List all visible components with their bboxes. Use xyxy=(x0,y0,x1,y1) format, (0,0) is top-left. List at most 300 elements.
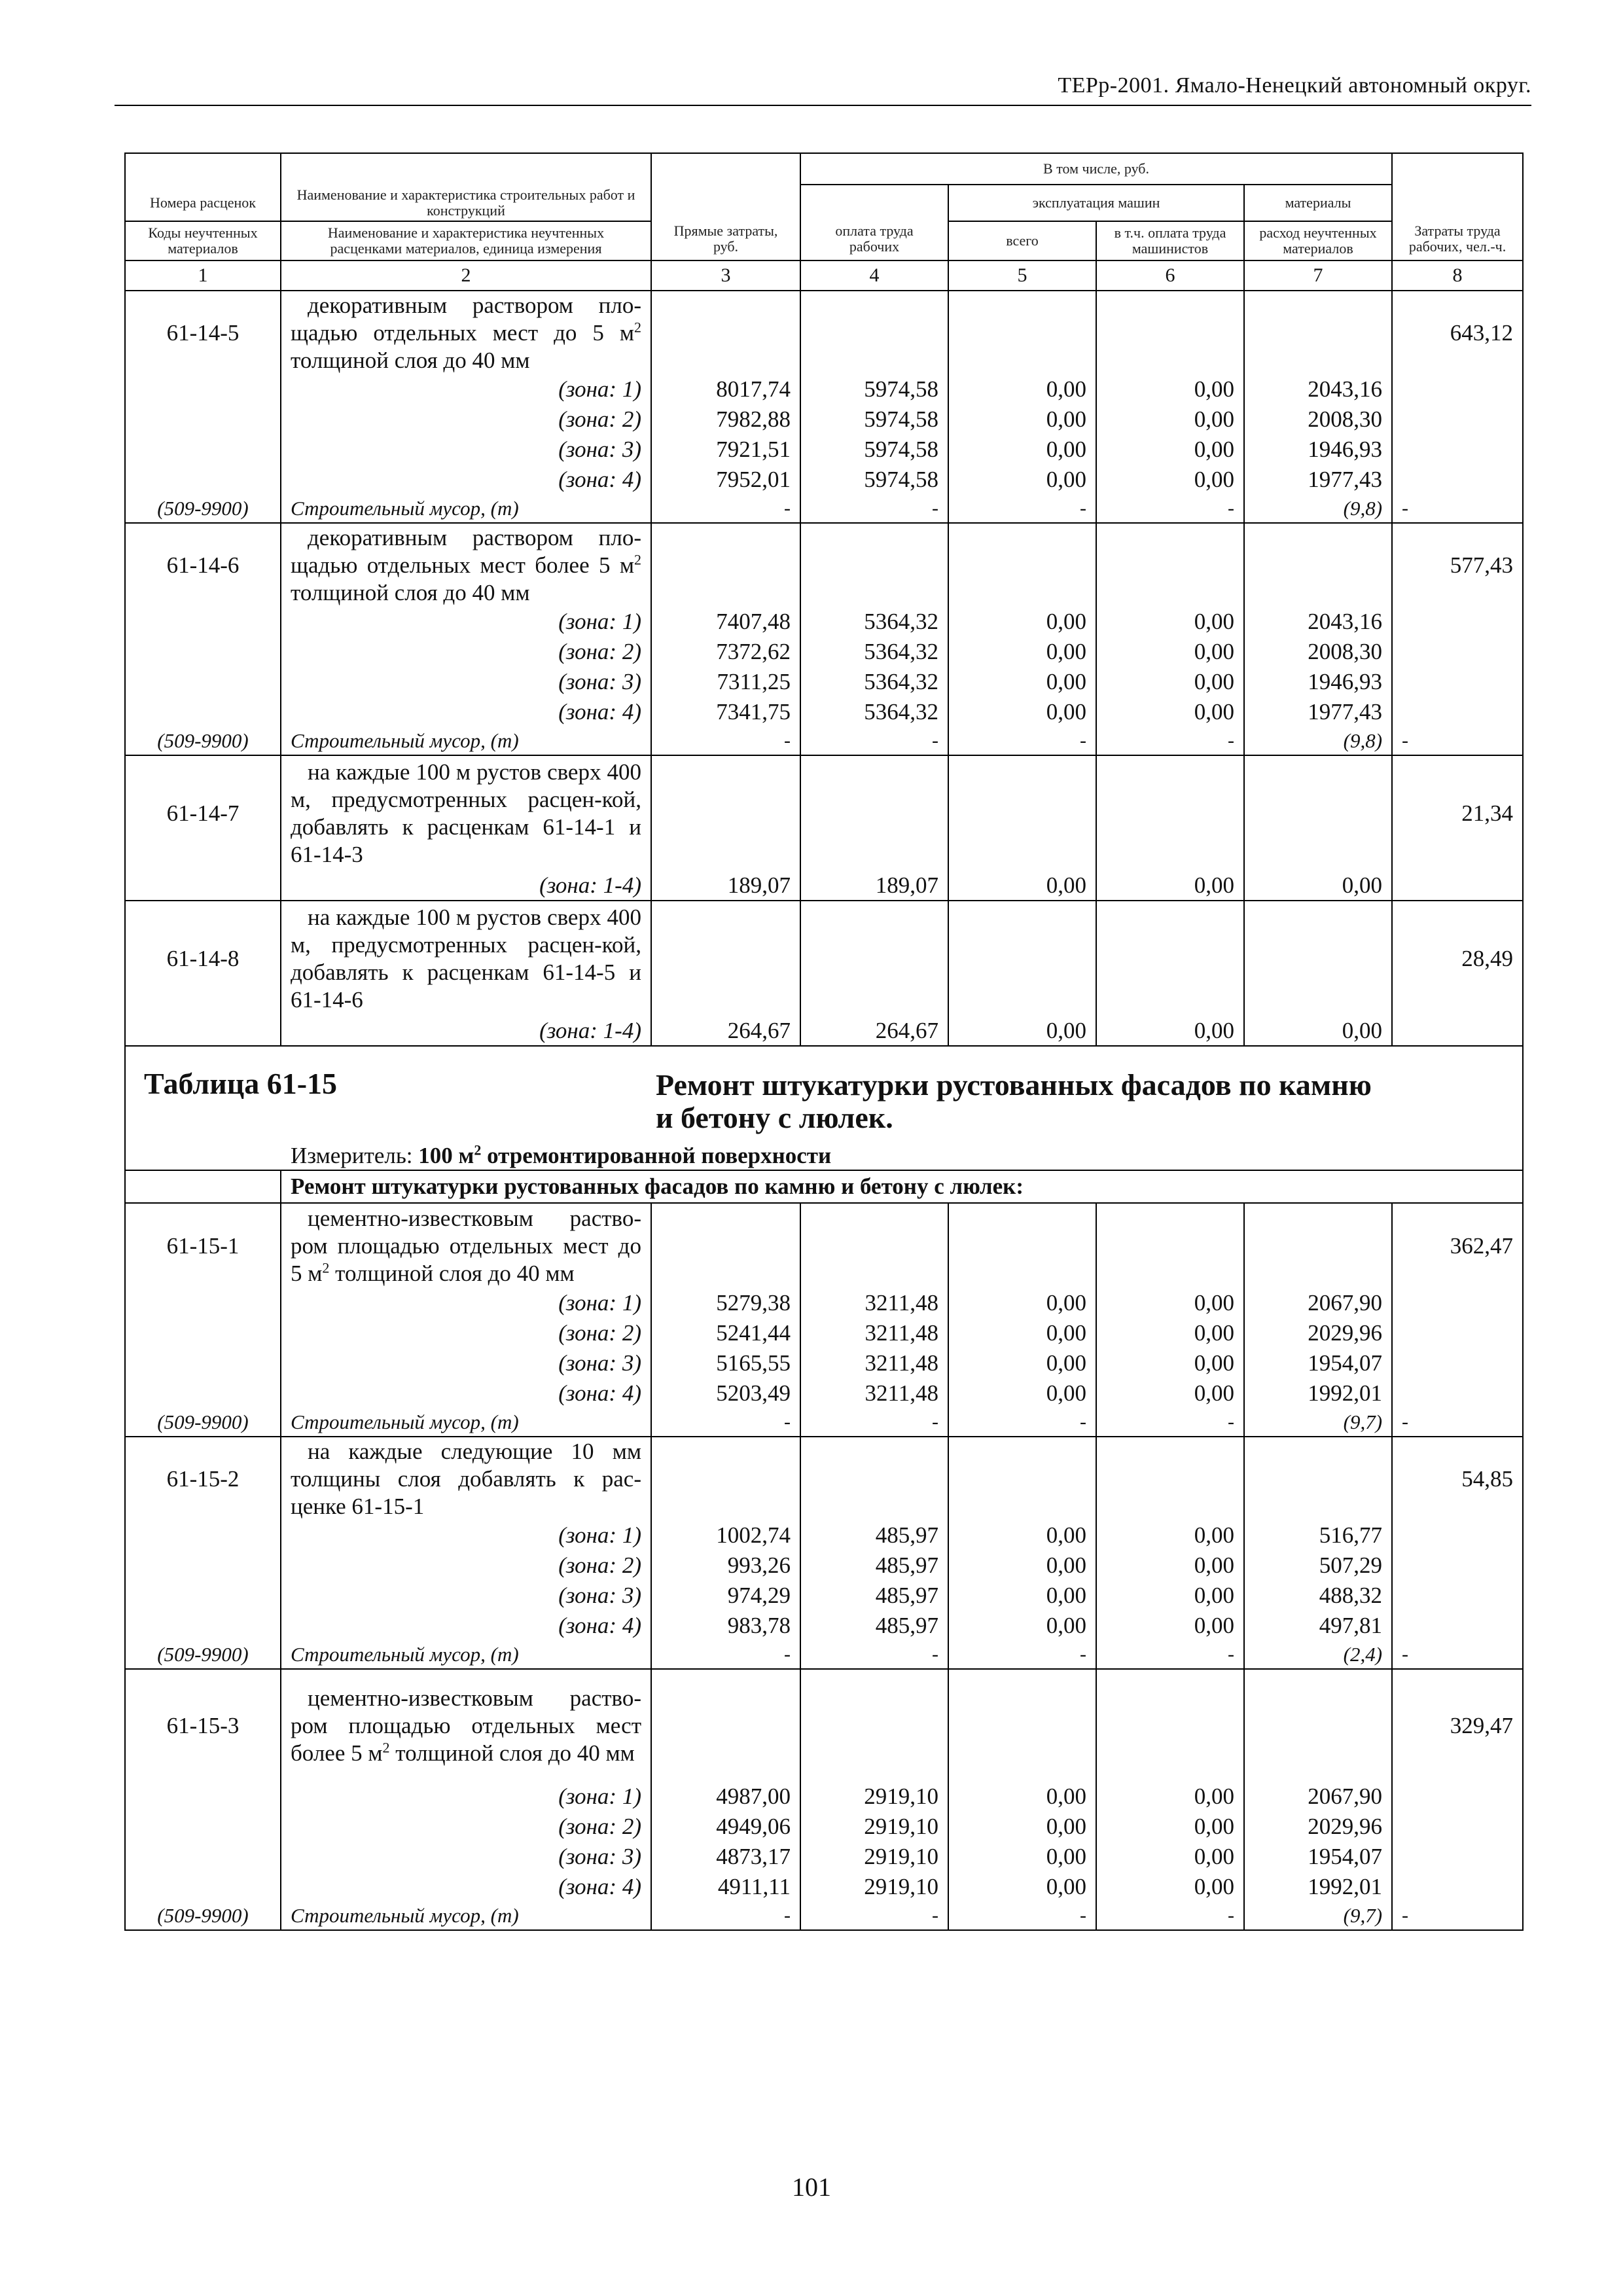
header-rule xyxy=(115,105,1531,106)
worker-wage: 3211,48 xyxy=(800,1348,948,1378)
material-quantity: (9,8) xyxy=(1244,495,1392,523)
dash-cell: - xyxy=(1392,1408,1523,1437)
empty-cell xyxy=(1244,1669,1392,1782)
desc-text: декоративным раствором пло-щадью отдельных мест более 5 м xyxy=(291,524,641,578)
dash-cell: - xyxy=(651,495,800,523)
materials-cost: 2029,96 xyxy=(1244,1812,1392,1842)
material-code: (509-9900) xyxy=(125,1408,281,1437)
machines-total: 0,00 xyxy=(948,667,1096,697)
empty-cell xyxy=(1392,435,1523,465)
hd-wage: оплата труда рабочих xyxy=(800,185,948,260)
zone-label: (зона: 2) xyxy=(281,1812,651,1842)
machinists-wage: 0,00 xyxy=(1096,1812,1244,1842)
machinists-wage: 0,00 xyxy=(1096,1016,1244,1046)
material-name: Строительный мусор, (т) xyxy=(281,1902,651,1930)
dash-cell: - xyxy=(1096,1641,1244,1669)
labor-costs: 577,43 xyxy=(1392,523,1523,607)
direct-costs: 5241,44 xyxy=(651,1318,800,1348)
material-row xyxy=(125,727,1523,755)
machines-total: 0,00 xyxy=(948,374,1096,404)
machinists-wage: 0,00 xyxy=(1096,667,1244,697)
zone-label: (зона: 1) xyxy=(281,1520,651,1551)
desc-sup: 2 xyxy=(382,1738,390,1755)
empty-cell xyxy=(948,1669,1096,1782)
empty-cell xyxy=(1392,404,1523,435)
machinists-wage: 0,00 xyxy=(1096,1520,1244,1551)
direct-costs: 4987,00 xyxy=(651,1782,800,1812)
dash-cell: - xyxy=(800,1641,948,1669)
empty-cell xyxy=(1096,755,1244,870)
material-quantity: (2,4) xyxy=(1244,1641,1392,1669)
dash-cell: - xyxy=(948,1641,1096,1669)
direct-costs: 7952,01 xyxy=(651,465,800,495)
desc-text: цементно-известковым раство-ром площадью отдельных мест до 5 м xyxy=(291,1205,641,1286)
section-heading: Ремонт штукатурки рустованных фасадов по камню и бетону с люлек: xyxy=(281,1170,1523,1203)
desc-sup: 2 xyxy=(322,1259,330,1276)
empty-cell xyxy=(800,901,948,1016)
rate-code: 61-15-2 xyxy=(125,1437,281,1520)
empty-cell xyxy=(1392,1581,1523,1611)
empty-cell xyxy=(1096,523,1244,607)
zone-row xyxy=(125,1348,1523,1378)
materials-cost: 2043,16 xyxy=(1244,607,1392,637)
empty-cell xyxy=(1096,901,1244,1016)
empty-cell xyxy=(125,1520,281,1551)
zone-label: (зона: 2) xyxy=(281,404,651,435)
empty-cell xyxy=(800,291,948,374)
desc-sup: 2 xyxy=(634,318,641,335)
rate-code: 61-14-5 xyxy=(125,291,281,374)
dash-cell: - xyxy=(948,1902,1096,1930)
desc-text-rest: толщиной слоя до 40 мм xyxy=(389,1740,635,1766)
material-name: Строительный мусор, (т) xyxy=(281,495,651,523)
empty-cell xyxy=(1392,1842,1523,1872)
empty-cell xyxy=(1392,607,1523,637)
direct-costs: 7407,48 xyxy=(651,607,800,637)
machines-total: 0,00 xyxy=(948,1872,1096,1902)
worker-wage: 3211,48 xyxy=(800,1378,948,1408)
zone-label: (зона: 4) xyxy=(281,1872,651,1902)
empty-cell xyxy=(1096,1437,1244,1520)
materials-cost: 2008,30 xyxy=(1244,637,1392,667)
labor-costs: 21,34 xyxy=(1392,755,1523,870)
empty-cell xyxy=(1392,1348,1523,1378)
zone-row xyxy=(125,637,1523,667)
machines-total: 0,00 xyxy=(948,1016,1096,1046)
zone-row xyxy=(125,607,1523,637)
hd-material-codes: Коды неучтенных материалов xyxy=(125,221,281,260)
dash-cell: - xyxy=(1096,1408,1244,1437)
dash-cell: - xyxy=(1096,495,1244,523)
hd-material-names: Наименование и характеристика неучтенных расценками материалов, единица измерения xyxy=(281,221,651,260)
col-number: 2 xyxy=(281,260,651,291)
zone-row xyxy=(125,435,1523,465)
empty-cell xyxy=(651,1437,800,1520)
machines-total: 0,00 xyxy=(948,637,1096,667)
empty-cell xyxy=(1392,1872,1523,1902)
rate-description-row xyxy=(125,1669,1523,1782)
zone-row xyxy=(125,1288,1523,1318)
machinists-wage: 0,00 xyxy=(1096,1782,1244,1812)
empty-cell xyxy=(1244,1203,1392,1288)
zone-label: (зона: 3) xyxy=(281,1581,651,1611)
col-number: 4 xyxy=(800,260,948,291)
table-heading-line1: Ремонт штукатурки рустованных фасадов по камню xyxy=(656,1068,1372,1102)
worker-wage: 5974,58 xyxy=(800,465,948,495)
worker-wage: 5364,32 xyxy=(800,637,948,667)
dash-cell: - xyxy=(800,727,948,755)
materials-cost: 488,32 xyxy=(1244,1581,1392,1611)
machinists-wage: 0,00 xyxy=(1096,465,1244,495)
desc-text-rest: толщиной слоя до 40 мм xyxy=(329,1260,575,1286)
rate-description xyxy=(281,1437,651,1520)
worker-wage: 2919,10 xyxy=(800,1842,948,1872)
zone-row xyxy=(125,697,1523,727)
rate-description xyxy=(281,1203,651,1288)
materials-cost: 1954,07 xyxy=(1244,1348,1392,1378)
empty-cell xyxy=(125,1611,281,1641)
direct-costs: 7372,62 xyxy=(651,637,800,667)
col-number: 5 xyxy=(948,260,1096,291)
page-number: 101 xyxy=(792,2172,831,2202)
empty-cell xyxy=(125,637,281,667)
dash-cell: - xyxy=(800,495,948,523)
materials-cost: 0,00 xyxy=(1244,870,1392,901)
materials-cost: 1977,43 xyxy=(1244,697,1392,727)
machinists-wage: 0,00 xyxy=(1096,637,1244,667)
zone-label: (зона: 3) xyxy=(281,435,651,465)
empty-cell xyxy=(800,755,948,870)
machines-total: 0,00 xyxy=(948,607,1096,637)
zone-row xyxy=(125,465,1523,495)
worker-wage: 2919,10 xyxy=(800,1782,948,1812)
worker-wage: 5974,58 xyxy=(800,435,948,465)
dash-cell: - xyxy=(1392,727,1523,755)
worker-wage: 5364,32 xyxy=(800,667,948,697)
worker-wage: 485,97 xyxy=(800,1551,948,1581)
materials-cost: 2008,30 xyxy=(1244,404,1392,435)
machines-total: 0,00 xyxy=(948,465,1096,495)
table-61-14-body xyxy=(125,291,1523,1046)
empty-cell xyxy=(125,1581,281,1611)
empty-cell xyxy=(1096,1669,1244,1782)
empty-cell xyxy=(125,1348,281,1378)
material-code: (509-9900) xyxy=(125,495,281,523)
desc-text: на каждые следующие 10 мм толщины слоя добавлять к рас-ценке 61-15-1 xyxy=(291,1438,641,1519)
machinists-wage: 0,00 xyxy=(1096,374,1244,404)
zone-row xyxy=(125,1520,1523,1551)
machines-total: 0,00 xyxy=(948,1581,1096,1611)
col-number: 6 xyxy=(1096,260,1244,291)
material-name: Строительный мусор, (т) xyxy=(281,727,651,755)
materials-cost: 1992,01 xyxy=(1244,1872,1392,1902)
machinists-wage: 0,00 xyxy=(1096,1318,1244,1348)
machines-total: 0,00 xyxy=(948,1782,1096,1812)
labor-costs: 329,47 xyxy=(1392,1669,1523,1782)
zone-label: (зона: 1-4) xyxy=(281,870,651,901)
empty-cell xyxy=(125,1551,281,1581)
direct-costs: 4873,17 xyxy=(651,1842,800,1872)
table-61-15-title-block xyxy=(125,1046,1523,1203)
measure-sup: 2 xyxy=(474,1141,482,1158)
machines-total: 0,00 xyxy=(948,1520,1096,1551)
machines-total: 0,00 xyxy=(948,1842,1096,1872)
machinists-wage: 0,00 xyxy=(1096,1348,1244,1378)
desc-text: цементно-известковым раство-ром площадью отдельных мест более 5 м xyxy=(291,1685,641,1766)
zone-label: (зона: 2) xyxy=(281,1551,651,1581)
labor-costs: 362,47 xyxy=(1392,1203,1523,1288)
table-heading-line2: и бетону с люлек. xyxy=(656,1101,893,1134)
machinists-wage: 0,00 xyxy=(1096,1378,1244,1408)
empty-cell xyxy=(1096,291,1244,374)
worker-wage: 485,97 xyxy=(800,1611,948,1641)
machinists-wage: 0,00 xyxy=(1096,1611,1244,1641)
empty-cell xyxy=(125,1842,281,1872)
worker-wage: 5364,32 xyxy=(800,697,948,727)
zone-row xyxy=(125,1551,1523,1581)
dash-cell: - xyxy=(800,1902,948,1930)
rate-description xyxy=(281,291,651,374)
material-row xyxy=(125,1902,1523,1930)
col-number: 1 xyxy=(125,260,281,291)
empty-cell xyxy=(125,374,281,404)
rate-description xyxy=(281,901,651,1016)
machines-total: 0,00 xyxy=(948,697,1096,727)
rate-description-row xyxy=(125,523,1523,607)
machinists-wage: 0,00 xyxy=(1096,607,1244,637)
empty-cell xyxy=(651,755,800,870)
machines-total: 0,00 xyxy=(948,1318,1096,1348)
rate-code: 61-14-6 xyxy=(125,523,281,607)
material-quantity: (9,8) xyxy=(1244,727,1392,755)
hd-direct-costs: Прямые затраты, руб. xyxy=(651,153,800,260)
materials-cost: 507,29 xyxy=(1244,1551,1392,1581)
empty-cell xyxy=(800,1669,948,1782)
rate-description xyxy=(281,523,651,607)
machines-total: 0,00 xyxy=(948,1551,1096,1581)
materials-cost: 1977,43 xyxy=(1244,465,1392,495)
empty-cell xyxy=(1392,1812,1523,1842)
machinists-wage: 0,00 xyxy=(1096,435,1244,465)
zone-row xyxy=(125,1842,1523,1872)
empty-cell xyxy=(125,465,281,495)
zone-label: (зона: 4) xyxy=(281,1378,651,1408)
desc-text: декоративным раствором пло-щадью отдельных мест до 5 м xyxy=(291,292,641,346)
empty-cell xyxy=(125,1016,281,1046)
machines-total: 0,00 xyxy=(948,1378,1096,1408)
direct-costs: 7311,25 xyxy=(651,667,800,697)
col-number: 3 xyxy=(651,260,800,291)
hd-machines-total: всего xyxy=(948,221,1096,260)
machines-total: 0,00 xyxy=(948,1348,1096,1378)
worker-wage: 2919,10 xyxy=(800,1812,948,1842)
material-quantity: (9,7) xyxy=(1244,1902,1392,1930)
hd-labor-costs: Затраты труда рабочих, чел.-ч. xyxy=(1392,153,1523,260)
direct-costs: 7982,88 xyxy=(651,404,800,435)
empty-cell xyxy=(800,1203,948,1288)
empty-cell xyxy=(651,523,800,607)
hd-machinists-wage: в т.ч. оплата труда машинистов xyxy=(1096,221,1244,260)
zone-label: (зона: 1) xyxy=(281,1288,651,1318)
dash-cell: - xyxy=(948,1408,1096,1437)
hd-material-consumption: расход неучтенных материалов xyxy=(1244,221,1392,260)
direct-costs: 264,67 xyxy=(651,1016,800,1046)
machines-total: 0,00 xyxy=(948,435,1096,465)
empty-cell xyxy=(651,291,800,374)
machines-total: 0,00 xyxy=(948,404,1096,435)
material-name: Строительный мусор, (т) xyxy=(281,1641,651,1669)
direct-costs: 5165,55 xyxy=(651,1348,800,1378)
dash-cell: - xyxy=(948,495,1096,523)
materials-cost: 2067,90 xyxy=(1244,1782,1392,1812)
worker-wage: 5364,32 xyxy=(800,607,948,637)
col-number: 8 xyxy=(1392,260,1523,291)
zone-label: (зона: 4) xyxy=(281,465,651,495)
dash-cell: - xyxy=(651,727,800,755)
running-header: ТЕРр-2001. Ямало-Ненецкий автономный округ. xyxy=(1058,73,1531,98)
worker-wage: 485,97 xyxy=(800,1520,948,1551)
empty-cell xyxy=(125,404,281,435)
rate-description-row xyxy=(125,1203,1523,1288)
direct-costs: 7341,75 xyxy=(651,697,800,727)
worker-wage: 3211,48 xyxy=(800,1318,948,1348)
dash-cell: - xyxy=(1392,1902,1523,1930)
dash-cell: - xyxy=(651,1408,800,1437)
table-title: Таблица 61-15 xyxy=(144,1067,338,1100)
empty-cell xyxy=(125,1812,281,1842)
desc-text-rest: толщиной слоя до 40 мм xyxy=(291,579,530,605)
direct-costs: 974,29 xyxy=(651,1581,800,1611)
rate-code: 61-14-8 xyxy=(125,901,281,1016)
labor-costs: 28,49 xyxy=(1392,901,1523,1016)
machines-total: 0,00 xyxy=(948,1812,1096,1842)
empty-cell xyxy=(948,291,1096,374)
direct-costs: 189,07 xyxy=(651,870,800,901)
zone-row xyxy=(125,1581,1523,1611)
zone-label: (зона: 4) xyxy=(281,1611,651,1641)
rate-description xyxy=(281,755,651,870)
empty-cell xyxy=(1392,1611,1523,1641)
machinists-wage: 0,00 xyxy=(1096,1581,1244,1611)
dash-cell: - xyxy=(948,727,1096,755)
materials-cost: 497,81 xyxy=(1244,1611,1392,1641)
table-61-15-title-area xyxy=(125,1046,1523,1170)
worker-wage: 189,07 xyxy=(800,870,948,901)
materials-cost: 2043,16 xyxy=(1244,374,1392,404)
empty-cell xyxy=(651,901,800,1016)
zone-label: (зона: 1-4) xyxy=(281,1016,651,1046)
dash-cell: - xyxy=(651,1902,800,1930)
machinists-wage: 0,00 xyxy=(1096,1842,1244,1872)
empty-cell xyxy=(1392,1551,1523,1581)
desc-text: на каждые 100 м рустов сверх 400 м, предусмотренных расцен-кой, добавлять к расценкам 61-14-1 и 61-14-3 xyxy=(291,759,641,867)
hd-machines: эксплуатация машин xyxy=(948,185,1244,221)
empty-cell xyxy=(1244,901,1392,1016)
measure-label: Измеритель: xyxy=(291,1143,419,1168)
zone-label: (зона: 4) xyxy=(281,697,651,727)
empty-cell xyxy=(1392,637,1523,667)
worker-wage: 5974,58 xyxy=(800,404,948,435)
zone-row xyxy=(125,667,1523,697)
empty-cell xyxy=(948,901,1096,1016)
material-row xyxy=(125,1641,1523,1669)
machines-total: 0,00 xyxy=(948,870,1096,901)
empty-cell xyxy=(125,1318,281,1348)
machinists-wage: 0,00 xyxy=(1096,1872,1244,1902)
empty-cell xyxy=(1392,465,1523,495)
material-code: (509-9900) xyxy=(125,727,281,755)
empty-cell xyxy=(125,607,281,637)
measure-unit xyxy=(291,1142,831,1170)
zone-row xyxy=(125,1611,1523,1641)
empty-cell xyxy=(1392,374,1523,404)
dash-cell: - xyxy=(1096,727,1244,755)
empty-cell xyxy=(125,435,281,465)
empty-cell xyxy=(1392,1288,1523,1318)
empty-cell xyxy=(948,523,1096,607)
hd-materials: материалы xyxy=(1244,185,1392,221)
zone-row xyxy=(125,1016,1523,1046)
empty-cell xyxy=(1392,1318,1523,1348)
material-row xyxy=(125,1408,1523,1437)
direct-costs: 5203,49 xyxy=(651,1378,800,1408)
zone-row xyxy=(125,1872,1523,1902)
material-row xyxy=(125,495,1523,523)
empty-cell xyxy=(125,870,281,901)
section-left-cell xyxy=(125,1170,281,1203)
zone-label: (зона: 3) xyxy=(281,1348,651,1378)
empty-cell xyxy=(651,1203,800,1288)
direct-costs: 1002,74 xyxy=(651,1520,800,1551)
materials-cost: 0,00 xyxy=(1244,1016,1392,1046)
rates-table xyxy=(124,152,1524,1931)
worker-wage: 3211,48 xyxy=(800,1288,948,1318)
empty-cell xyxy=(1392,870,1523,901)
direct-costs: 993,26 xyxy=(651,1551,800,1581)
material-code: (509-9900) xyxy=(125,1641,281,1669)
empty-cell xyxy=(1244,291,1392,374)
empty-cell xyxy=(1392,1378,1523,1408)
rate-description-row xyxy=(125,291,1523,374)
empty-cell xyxy=(125,1378,281,1408)
labor-costs: 643,12 xyxy=(1392,291,1523,374)
machines-total: 0,00 xyxy=(948,1611,1096,1641)
zone-row xyxy=(125,404,1523,435)
zone-label: (зона: 1) xyxy=(281,607,651,637)
empty-cell xyxy=(1392,667,1523,697)
dash-cell: - xyxy=(800,1408,948,1437)
rate-code: 61-15-1 xyxy=(125,1203,281,1288)
zone-row xyxy=(125,1378,1523,1408)
empty-cell xyxy=(800,1437,948,1520)
table-61-15-body xyxy=(125,1203,1523,1930)
empty-cell xyxy=(1244,1437,1392,1520)
machinists-wage: 0,00 xyxy=(1096,1551,1244,1581)
rate-description xyxy=(281,1669,651,1782)
empty-cell xyxy=(800,523,948,607)
materials-cost: 1946,93 xyxy=(1244,435,1392,465)
measure-value: 100 м xyxy=(418,1143,474,1168)
empty-cell xyxy=(1392,1520,1523,1551)
rate-code: 61-14-7 xyxy=(125,755,281,870)
worker-wage: 485,97 xyxy=(800,1581,948,1611)
desc-sup: 2 xyxy=(634,550,641,567)
hd-col2-top-empty xyxy=(281,153,651,185)
empty-cell xyxy=(1392,697,1523,727)
materials-cost: 516,77 xyxy=(1244,1520,1392,1551)
material-quantity: (9,7) xyxy=(1244,1408,1392,1437)
direct-costs: 983,78 xyxy=(651,1611,800,1641)
